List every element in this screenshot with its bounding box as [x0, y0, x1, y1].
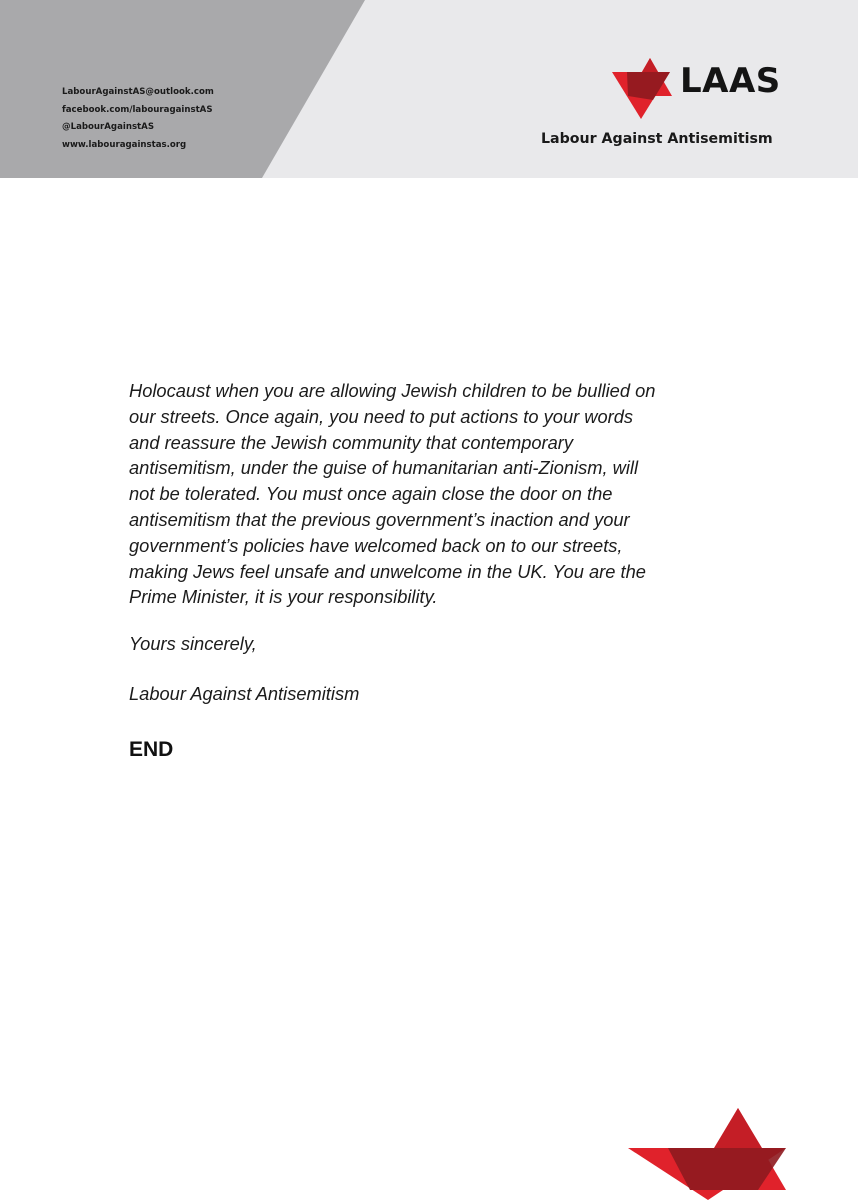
end-marker: END — [129, 738, 174, 761]
letter-line: antisemitism, under the guise of humanitarian anti-Zionism, will — [129, 457, 639, 479]
letter-line: Prime Minister, it is your responsibility. — [129, 586, 438, 608]
letter-line: Holocaust when you are allowing Jewish children to be bullied on — [129, 380, 656, 401]
footer-triangle-icon — [628, 1108, 786, 1200]
letter-line: making Jews feel unsafe and unwelcome in the UK. You are the — [129, 560, 646, 582]
contact-email: LabourAgainstAS@outlook.com — [62, 87, 214, 97]
contact-twitter: @LabourAgainstAS — [62, 122, 155, 133]
letterhead — [0, 0, 858, 178]
letter-line: our streets. Once again, you need to put actions to your words — [129, 405, 634, 427]
letter-line: antisemitism that the previous government’s inaction and your — [129, 508, 630, 530]
laas-logo-icon — [612, 58, 672, 120]
letter-line: government’s policies have welcomed back on to our streets, — [129, 534, 623, 556]
letter-line: and reassure the Jewish community that contemporary — [129, 431, 574, 453]
letter-line: not be tolerated. You must once again close the door on the — [129, 483, 613, 505]
logo-wordmark: LAAS — [680, 61, 781, 101]
contact-website: www.labouragainstas.org — [62, 139, 187, 150]
letter-closing: Yours sincerely, — [129, 633, 257, 654]
organisation-name: Labour Against Antisemitism — [541, 131, 773, 147]
contact-details — [62, 84, 214, 154]
letter-body — [129, 378, 739, 610]
contact-facebook: facebook.com/labouragainstAS — [62, 104, 213, 115]
letter-signoff: Labour Against Antisemitism — [129, 683, 360, 704]
